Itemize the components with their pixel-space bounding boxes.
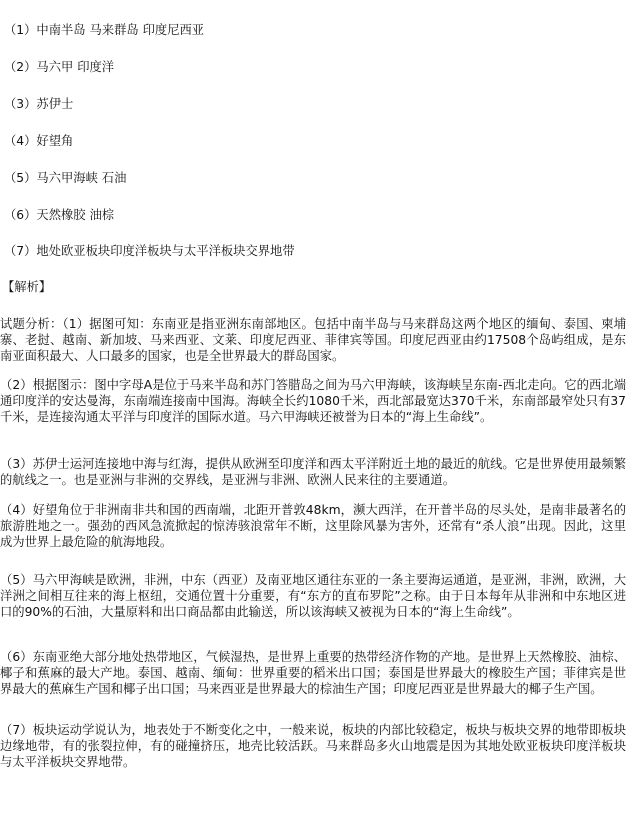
- answer-3: （3）苏伊士: [4, 97, 74, 111]
- analysis-paragraph-3: （3）苏伊士运河连接地中海与红海，提供从欧洲至印度洋和西太平洋附近土地的最近的航线。它是世界使用最频繁的航线之一。也是亚洲与非洲的交界线，是亚洲与非洲、欧洲人民来往的主要通道。: [0, 457, 626, 487]
- analysis-paragraph-4: （4）好望角位于非洲南非共和国的西南端，北距开普敦48km，濒大西洋，在开普半岛的尽头处，是南非最著名的旅游胜地之一。强劲的西风急流掀起的惊涛骇浪常年不断，这里除风暴为害外，还常有“杀人浪”出现。因此，这里成为世界上最危险的航海地段。: [0, 503, 626, 549]
- answer-1: （1）中南半岛 马来群岛 印度尼西亚: [4, 23, 205, 37]
- analysis-paragraph-1: 试题分析：（1）据图可知：东南亚是指亚洲东南部地区。包括中南半岛与马来群岛这两个地区的缅甸、泰国、柬埔寨、老挝、越南、新加坡、马来西亚、文莱、印度尼西亚、菲律宾等国。印度尼西亚由约17508个岛屿组成，是东南亚面积最大、人口最多的国家，也是全世界最大的群岛国家。: [0, 317, 626, 363]
- answer-7: （7）地处欧亚板块印度洋板块与太平洋板块交界地带: [4, 244, 295, 258]
- answer-5: （5）马六甲海峡 石油: [4, 171, 127, 185]
- answer-4: （4）好望角: [4, 134, 74, 148]
- analysis-paragraph-6: （6）东南亚绝大部分地处热带地区，气候湿热，是世界上重要的热带经济作物的产地。是世界上天然橡胶、油棕、椰子和蕉麻的最大产地。泰国、越南、缅甸：世界重要的稻米出口国；泰国是世界最大的橡胶生产国；菲律宾是世界最大的蕉麻生产国和椰子出口国；马来西亚是世界最大的棕油生产国；印度尼西亚是世界最大的椰子生产国。: [0, 650, 626, 696]
- analysis-paragraph-7: （7）板块运动学说认为，地表处于不断变化之中，一般来说，板块的内部比较稳定，板块与板块交界的地带即板块边缘地带，有的张裂拉伸，有的碰撞挤压，地壳比较活跃。马来群岛多火山地震是因为其地处欧亚板块印度洋板块与太平洋板块交界地带。: [0, 723, 626, 769]
- answer-2: （2）马六甲 印度洋: [4, 60, 115, 74]
- analysis-paragraph-5: （5）马六甲海峡是欧洲，非洲，中东（西亚）及南亚地区通往东亚的一条主要海运通道，是亚洲，非洲，欧洲，大洋洲之间相互往来的海上枢纽，交通位置十分重要，有“东方的直布罗陀”之称。由于日本每年从非洲和中东地区进口的90%的石油，大量原料和出口商品都由此输送，所以该海峡又被视为日本的“海上生命线”。: [0, 573, 626, 619]
- answer-6: （6）天然橡胶 油棕: [4, 208, 115, 222]
- analysis-paragraph-2: （2）根据图示：图中字母A是位于马来半岛和苏门答腊岛之间为马六甲海峡，该海峡呈东南-西北走向。它的西北端通印度洋的安达曼海，东南端连接南中国海。海峡全长约1080千米，西北部最宽达370千米，东南部最窄处只有37千米，是连接沟通太平洋与印度洋的国际水道。马六甲海峡还被誉为日本的“海上生命线”。: [0, 378, 626, 424]
- analysis-heading: 【解析】: [2, 280, 52, 294]
